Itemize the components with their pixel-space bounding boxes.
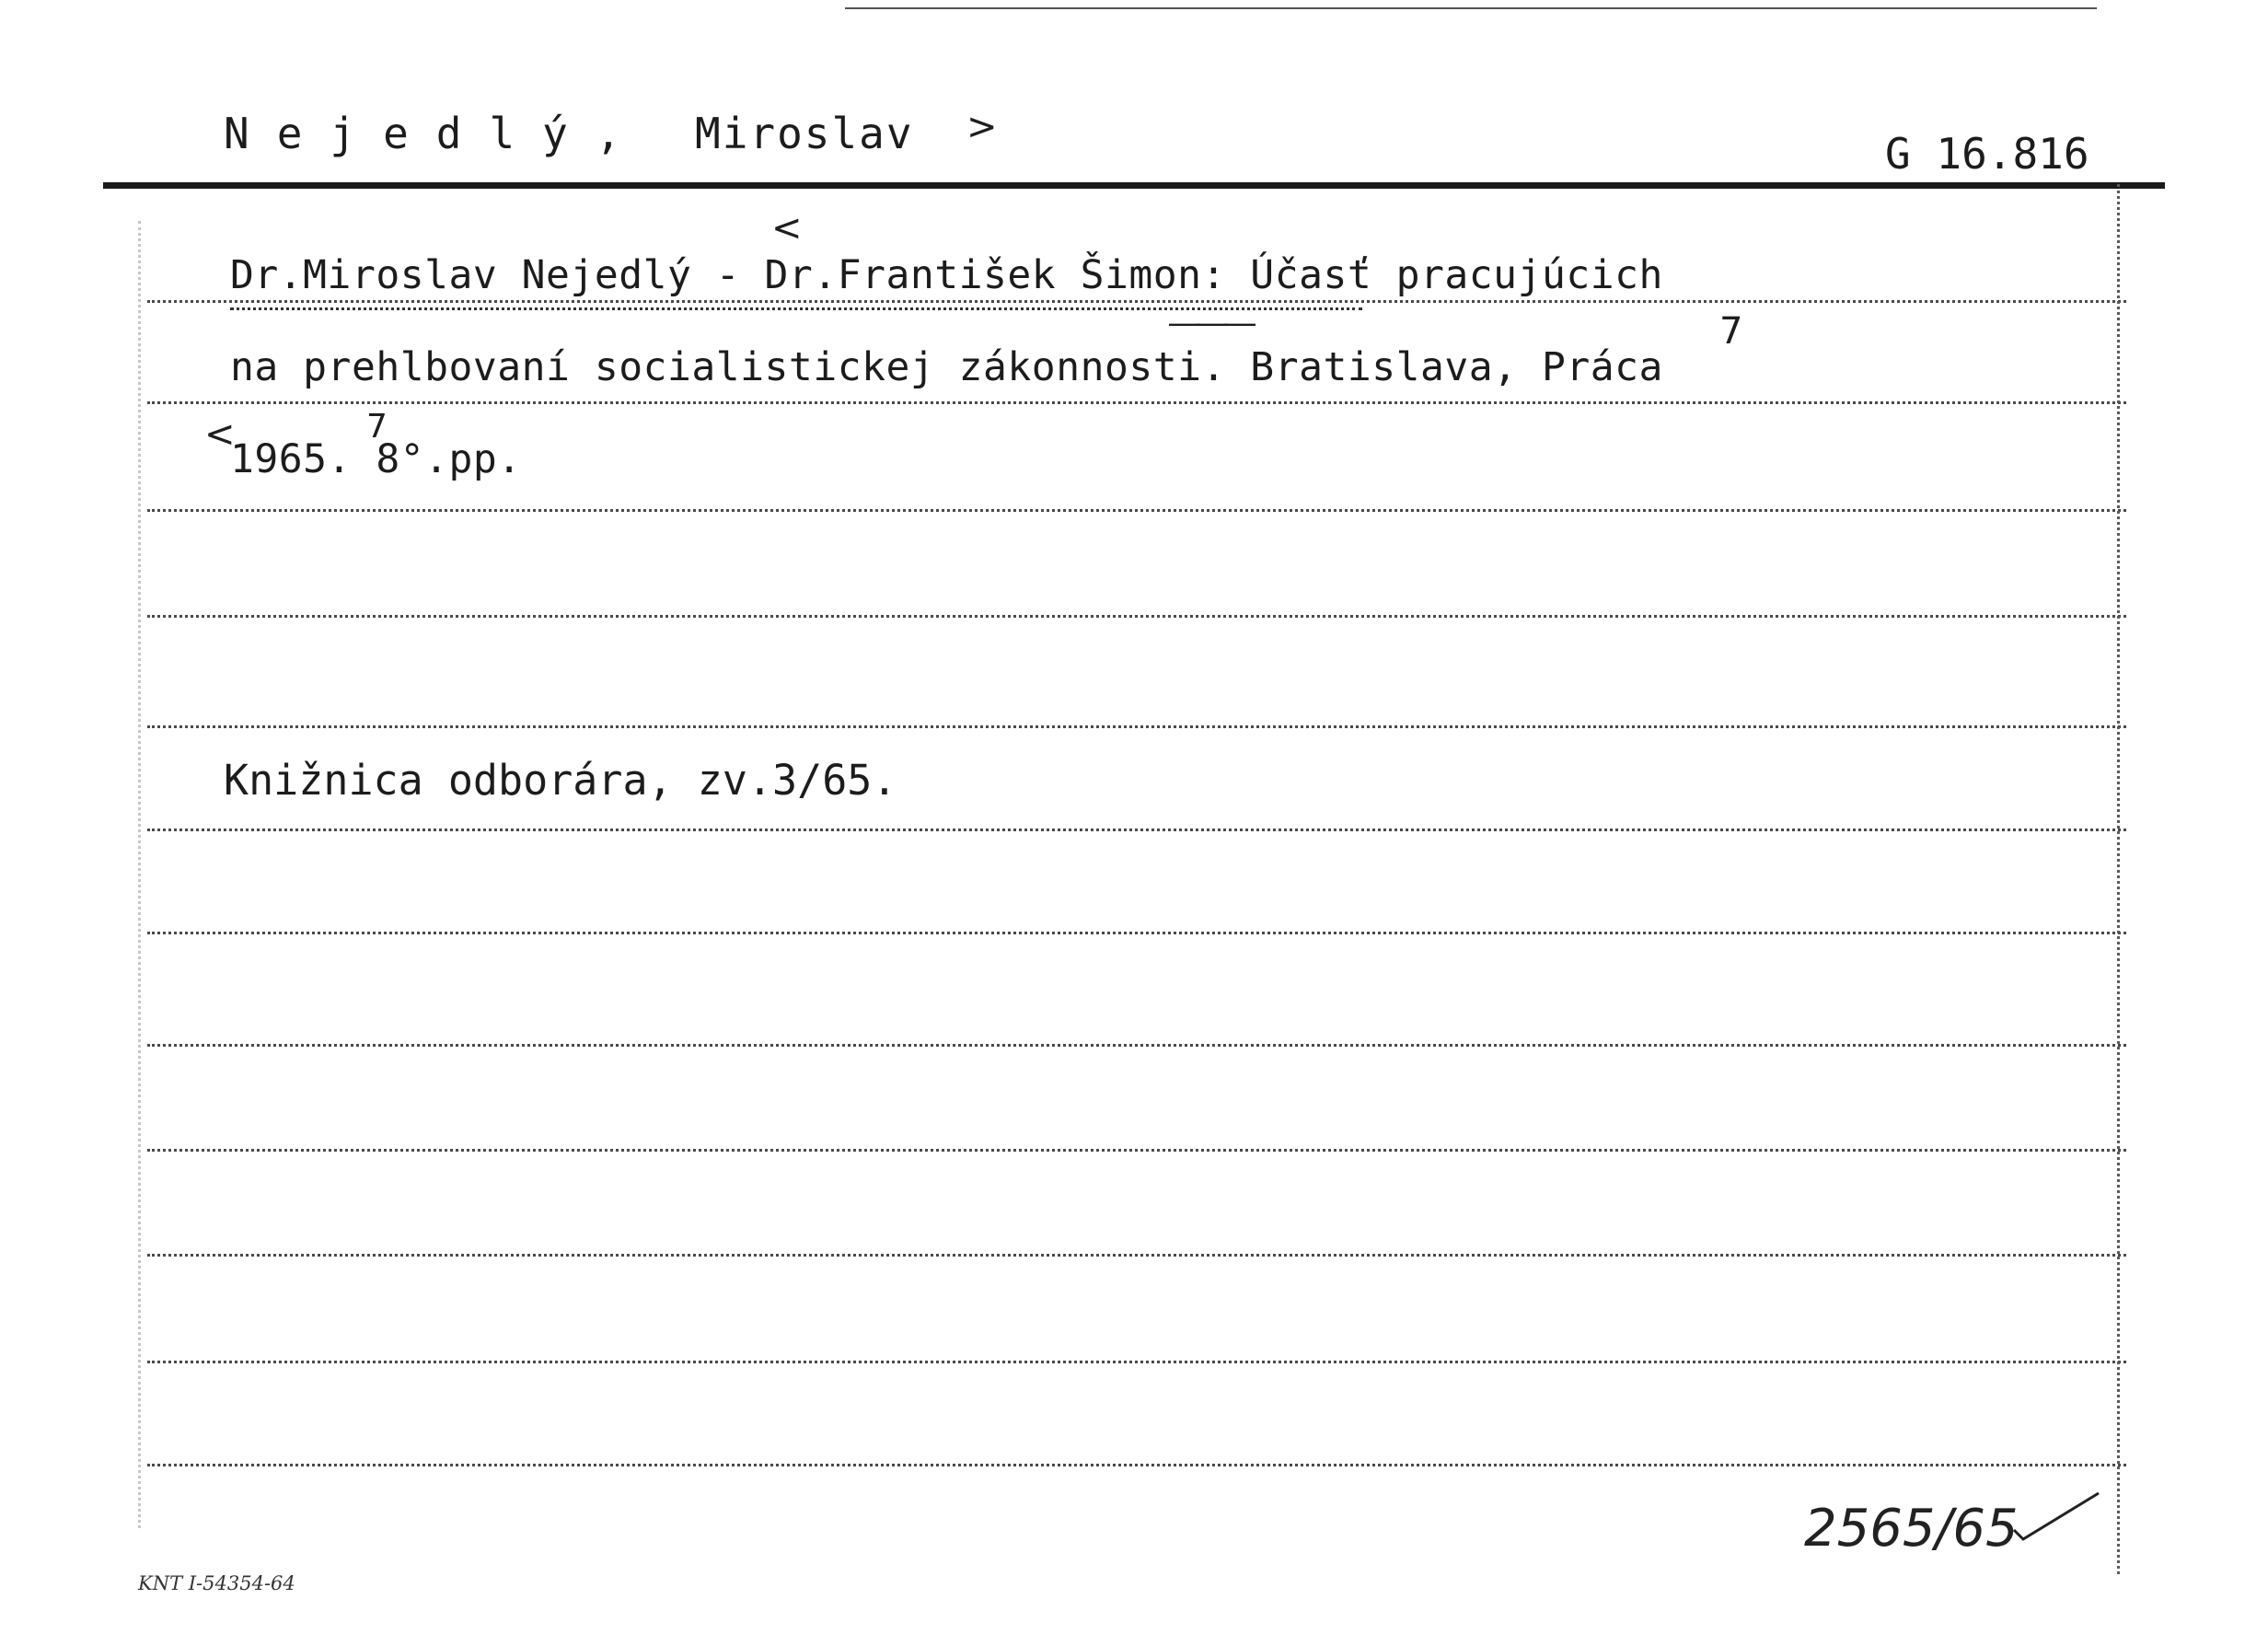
heading-rule [103, 182, 2165, 189]
entry-line-3: 1965. 8°.pp. [230, 436, 522, 482]
heading-given-name: Miroslav [695, 109, 914, 158]
handwritten-mark-open-angle-1: < [771, 207, 803, 249]
heading-surname: Nejedlý, [224, 109, 649, 158]
shelfmark: G 16.816 [1885, 129, 2089, 179]
ruled-line [147, 1464, 2126, 1466]
handwritten-dash-mark: ――― [1169, 305, 1252, 342]
ruled-line [147, 1361, 2126, 1363]
handwritten-mark-close-angle-3: 7 [366, 408, 388, 446]
entry-line-2: na prehlbovaní socialistickej zákonnosti. Bratislava, Práca [230, 344, 1663, 390]
accession-number: 2565/65 [1804, 1499, 2019, 1559]
entry-line-1: Dr.Miroslav Nejedlý - Dr.František Šimon: Účasť pracujúcich [230, 252, 1663, 298]
ruled-line [147, 1149, 2126, 1152]
handwritten-mark-close-angle-1: > [966, 106, 998, 148]
handwritten-mark-close-angle-2: 7 [1719, 310, 1743, 353]
ruled-line [147, 932, 2126, 934]
series-note: Knižnica odborára, zv.3/65. [224, 756, 897, 805]
right-margin-line [2117, 184, 2120, 1574]
printer-code: KNT I-54354-64 [138, 1572, 295, 1594]
left-margin-line [138, 221, 141, 1528]
ruled-line [147, 401, 2126, 404]
entry-line-1-underline [230, 307, 1362, 310]
ruled-line [147, 725, 2126, 728]
top-edge-rule [845, 7, 2097, 9]
ruled-line [147, 1254, 2126, 1257]
handwritten-mark-open-angle-2: < [204, 413, 236, 456]
ruled-line [147, 829, 2126, 831]
check-mark-icon [2010, 1489, 2102, 1545]
ruled-line [147, 300, 2126, 303]
ruled-line [147, 1044, 2126, 1047]
ruled-line [147, 615, 2126, 618]
ruled-line [147, 509, 2126, 512]
